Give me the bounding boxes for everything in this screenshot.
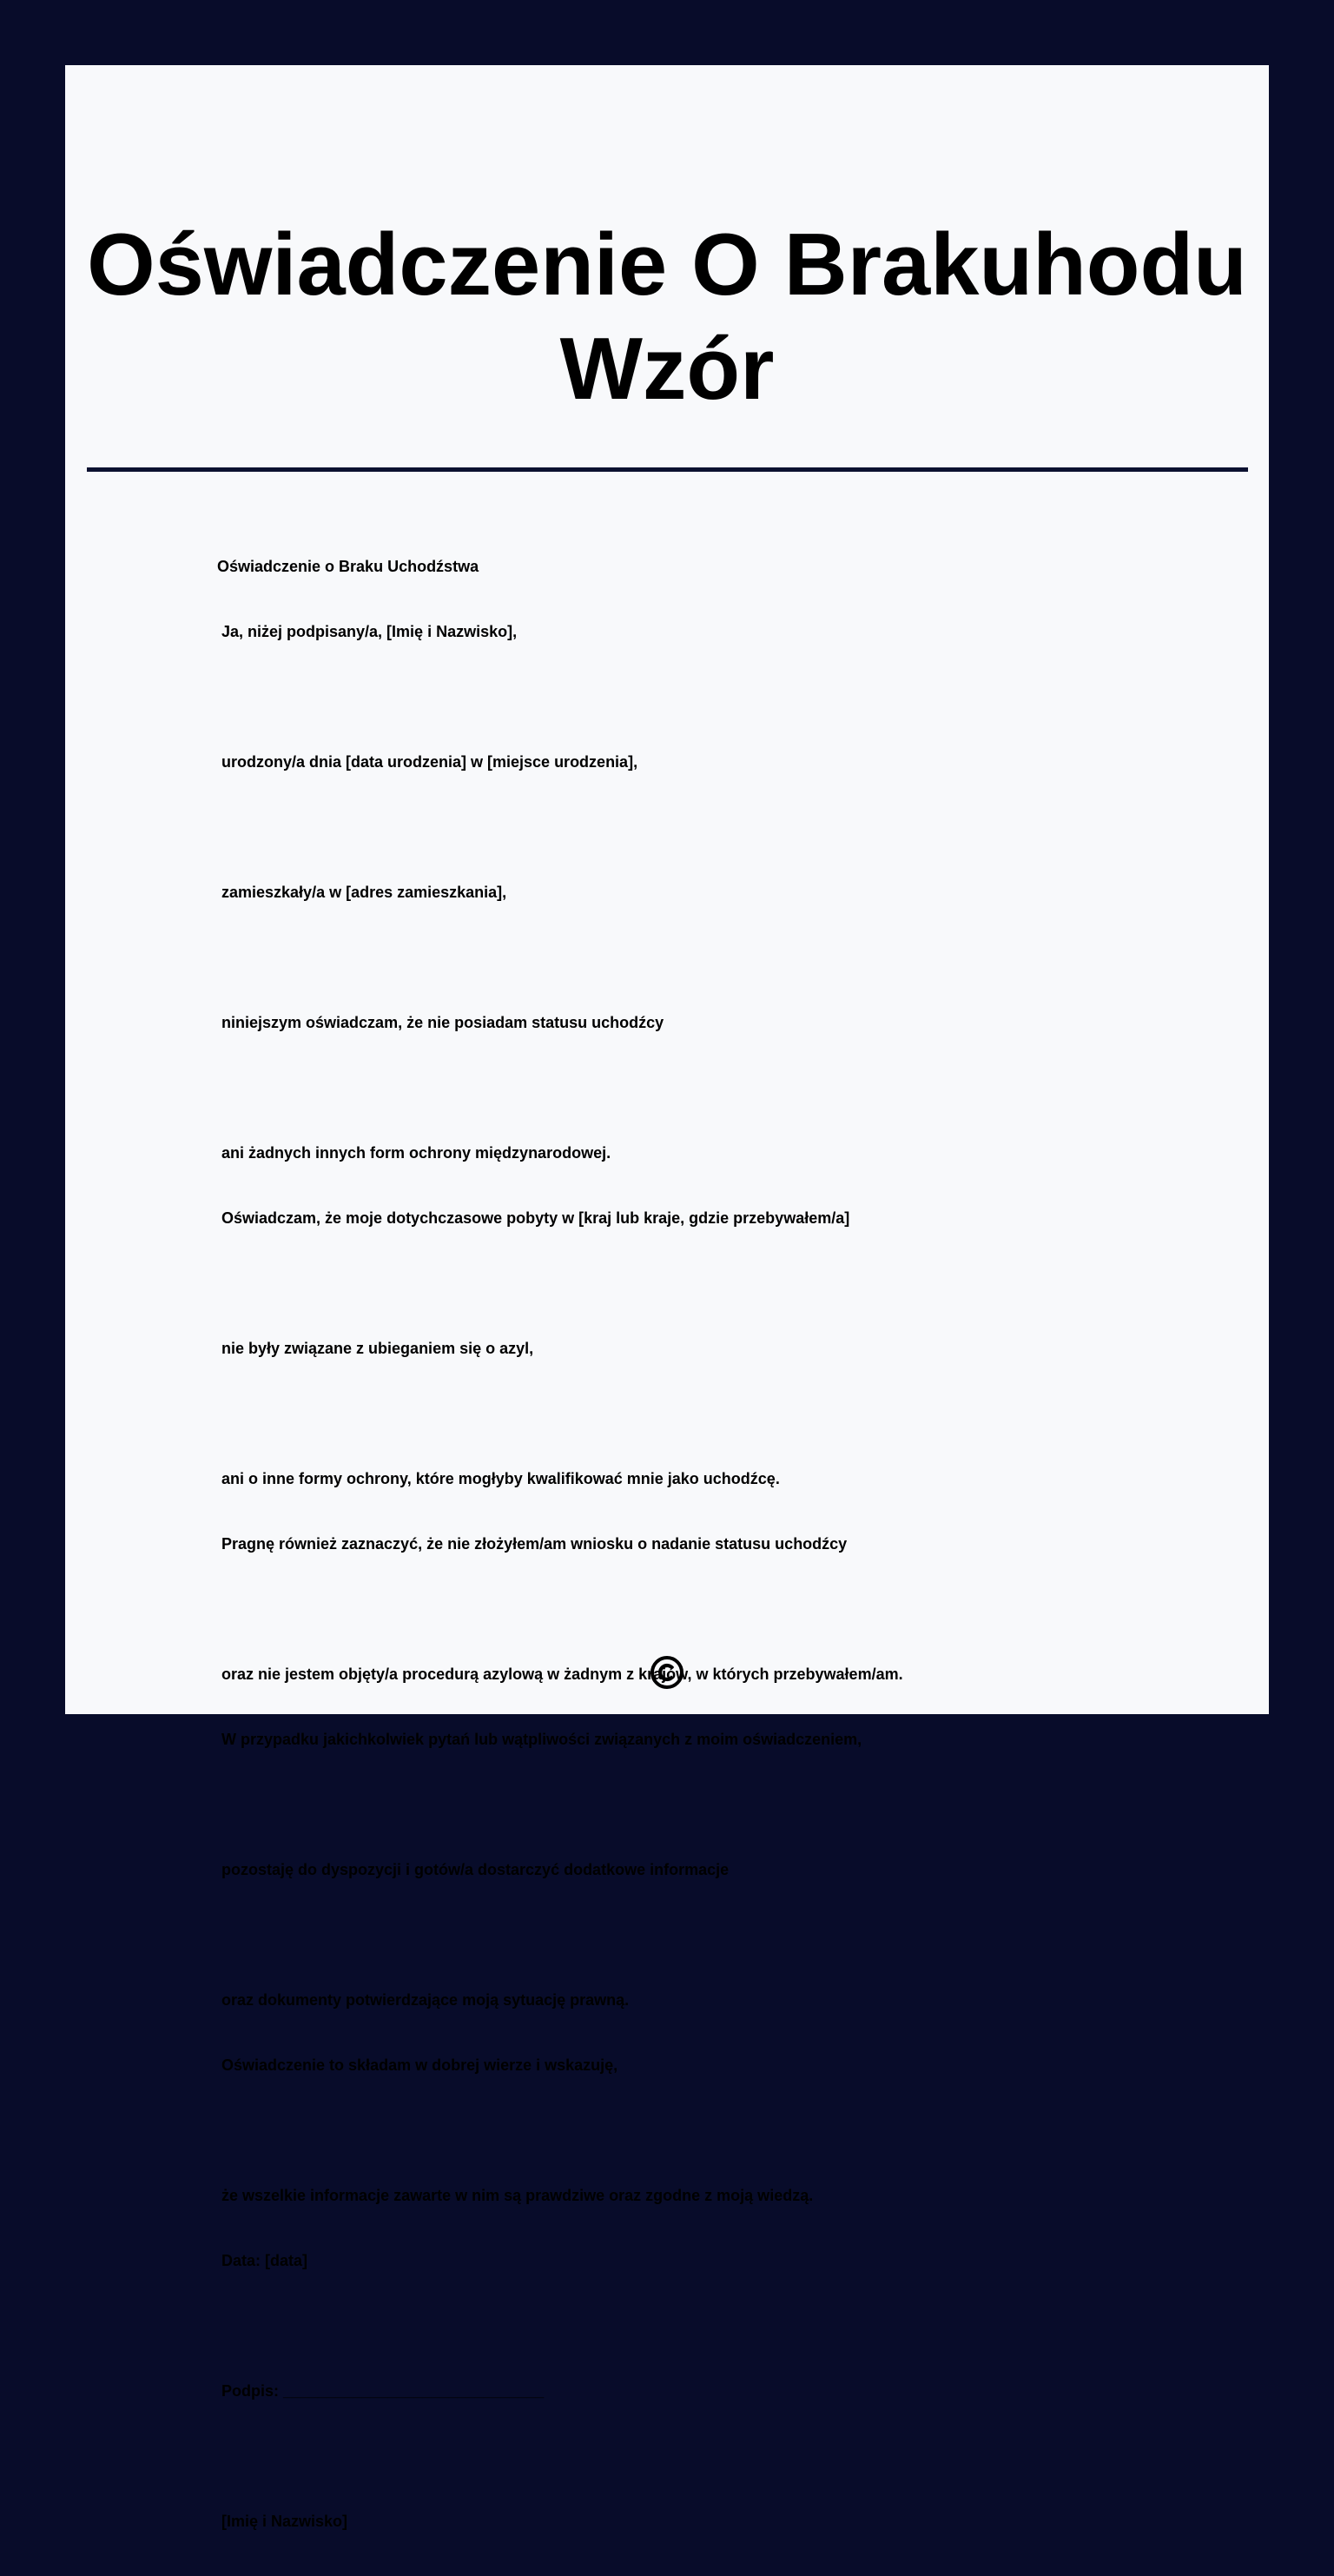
body-blank-line [217,1794,1172,1816]
body-blank-line [217,1599,1172,1620]
body-line: ani żadnych innych form ochrony międzynarodowej. [217,1144,611,1162]
body-blank-line [217,2315,1172,2337]
copyright-icon [650,1655,684,1690]
document-page [65,65,1269,2530]
body-blank-line [217,947,1172,969]
body-line: Pragnę również zaznaczyć, że nie złożyłem/am wniosku o nadanie statusu uchodźcy [217,1535,848,1553]
body-blank-line [217,686,1172,708]
body-blank-line [217,1273,1172,1295]
body-line: W przypadku jakichkolwiek pytań lub wątpliwości związanych z moim oświadczeniem, [217,1731,862,1748]
body-line: nie były związane z ubieganiem się o azyl, [217,1340,534,1357]
document-body [217,513,1172,2576]
body-blank-line [217,817,1172,838]
body-line: urodzony/a dnia [data urodzenia] w [miejsce urodzenia], [217,753,638,771]
title-divider [87,467,1248,472]
body-line: zamieszkały/a w [adres zamieszkania], [217,884,507,901]
body-blank-line [217,1403,1172,1425]
body-line: Oświadczenie to składam w dobrej wierze i wskazuję, [217,2056,618,2074]
signature-line: Podpis: ______________________________ [217,2382,545,2400]
date-line: Data: [data] [217,2252,308,2269]
body-line: pozostaję do dyspozycji i gotów/a dostarczyć dodatkowe informacje [217,1861,730,1878]
body-line: że wszelkie informacje zawarte w nim są prawdziwe oraz zgodne z moją wiedzą. [217,2187,814,2204]
document-title: Oświadczenie O Brakuhodu Wzór [87,216,1247,418]
body-blank-line [217,1077,1172,1099]
body-blank-line [217,2446,1172,2467]
body-blank-line [217,1924,1172,1946]
body-heading: Oświadczenie o Braku Uchodźstwa [217,558,479,575]
footer [65,1655,1269,1694]
body-line: ani o inne formy ochrony, które mogłyby kwalifikować mnie jako uchodźcę. [217,1470,780,1487]
body-line: niniejszym oświadczam, że nie posiadam statusu uchodźcy [217,1014,664,1031]
body-line: oraz nie jestem objęty/a procedurą azylową w żadnym z krajów, w których przebywałem/am. [217,1665,903,1683]
body-blank-line [217,2120,1172,2142]
name-placeholder-line: [Imię i Nazwisko] [217,2513,348,2530]
body-line: Oświadczam, że moje dotychczasowe pobyty w [kraj lub kraje, gdzie przebywałem/a] [217,1209,850,1227]
body-line: oraz dokumenty potwierdzające moją sytuację prawną. [217,1991,630,2009]
body-line: Ja, niżej podpisany/a, [Imię i Nazwisko], [217,623,518,640]
